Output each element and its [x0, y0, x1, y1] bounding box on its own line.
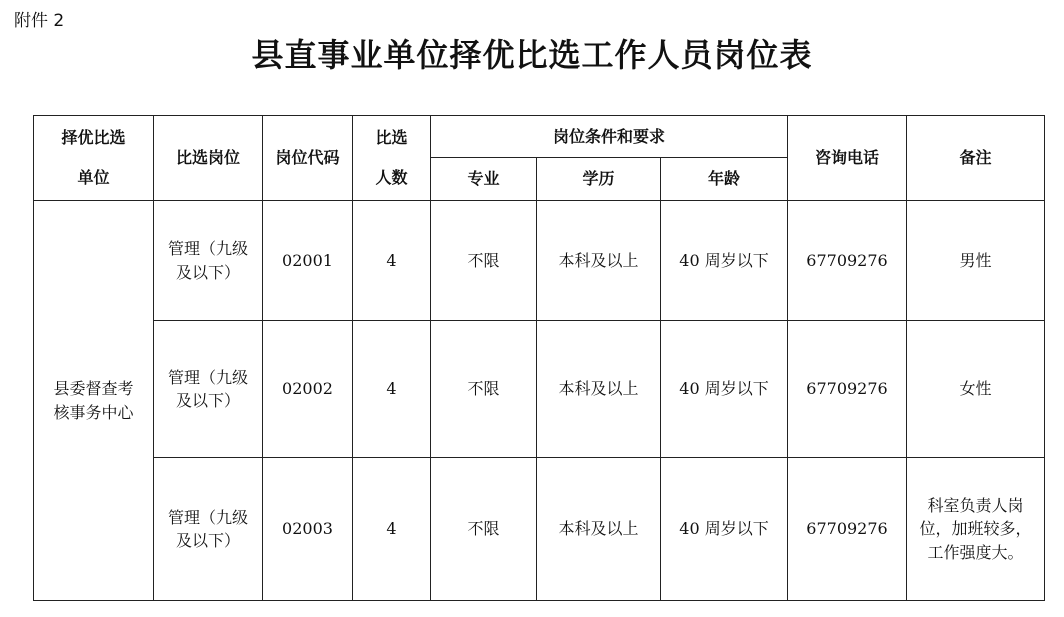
phone-cell: 67709276	[788, 458, 907, 601]
header-education: 学历	[537, 158, 661, 201]
count-cell: 4	[353, 458, 431, 601]
header-count-line2: 人数	[375, 168, 408, 187]
header-unit-line2: 单位	[77, 168, 110, 187]
header-remark: 备注	[907, 116, 1045, 201]
count-cell: 4	[353, 201, 431, 321]
table-row	[34, 201, 1045, 321]
education-cell: 本科及以上	[537, 458, 661, 601]
remark-line: 科室负责人岗	[927, 496, 1024, 516]
phone-cell: 67709276	[788, 201, 907, 321]
header-unit	[34, 116, 154, 201]
header-requirements: 岗位条件和要求	[431, 116, 788, 158]
remark-cell	[907, 321, 1045, 458]
header-age: 年龄	[661, 158, 788, 201]
attachment-label: 附件 2	[14, 11, 65, 31]
major-cell: 不限	[431, 201, 537, 321]
unit-line2: 核事务中心	[53, 402, 134, 422]
code-cell: 02001	[263, 201, 353, 321]
code-cell: 02003	[263, 458, 353, 601]
post-line2: 及以下）	[175, 531, 240, 550]
header-major: 专业	[431, 158, 537, 201]
remark-cell	[907, 458, 1045, 601]
post-line1: 管理（九级	[167, 507, 248, 527]
remark-line: 位，加班较多，	[919, 519, 1032, 539]
post-line2: 及以下）	[175, 391, 240, 410]
remark-line: 工作强度大。	[927, 542, 1024, 562]
major-cell: 不限	[431, 458, 537, 601]
unit-line1: 县委督查考	[53, 379, 134, 399]
remark-cell	[907, 201, 1045, 321]
post-cell	[154, 201, 263, 321]
education-cell: 本科及以上	[537, 201, 661, 321]
positions-table	[33, 115, 1045, 601]
post-cell	[154, 321, 263, 458]
page-title: 县直事业单位择优比选工作人员岗位表	[251, 36, 813, 74]
header-count	[353, 116, 431, 201]
age-cell: 40 周岁以下	[661, 458, 788, 601]
header-count-line1: 比选	[375, 128, 408, 147]
major-cell: 不限	[431, 321, 537, 458]
post-line1: 管理（九级	[167, 239, 248, 259]
header-post: 比选岗位	[154, 116, 263, 201]
post-cell	[154, 458, 263, 601]
table-row	[34, 458, 1045, 601]
post-line1: 管理（九级	[167, 367, 248, 387]
count-cell: 4	[353, 321, 431, 458]
age-cell: 40 周岁以下	[661, 201, 788, 321]
age-cell: 40 周岁以下	[661, 321, 788, 458]
post-line2: 及以下）	[175, 262, 240, 282]
header-unit-line1: 择优比选	[61, 128, 126, 147]
header-phone: 咨询电话	[788, 116, 907, 201]
code-cell: 02002	[263, 321, 353, 458]
header-code: 岗位代码	[263, 116, 353, 201]
unit-cell	[34, 201, 154, 601]
phone-cell: 67709276	[788, 321, 907, 458]
table-row	[34, 321, 1045, 458]
remark-line: 女性	[959, 379, 992, 399]
header-row-1	[34, 116, 1045, 158]
education-cell: 本科及以上	[537, 321, 661, 458]
remark-line: 男性	[959, 250, 992, 270]
